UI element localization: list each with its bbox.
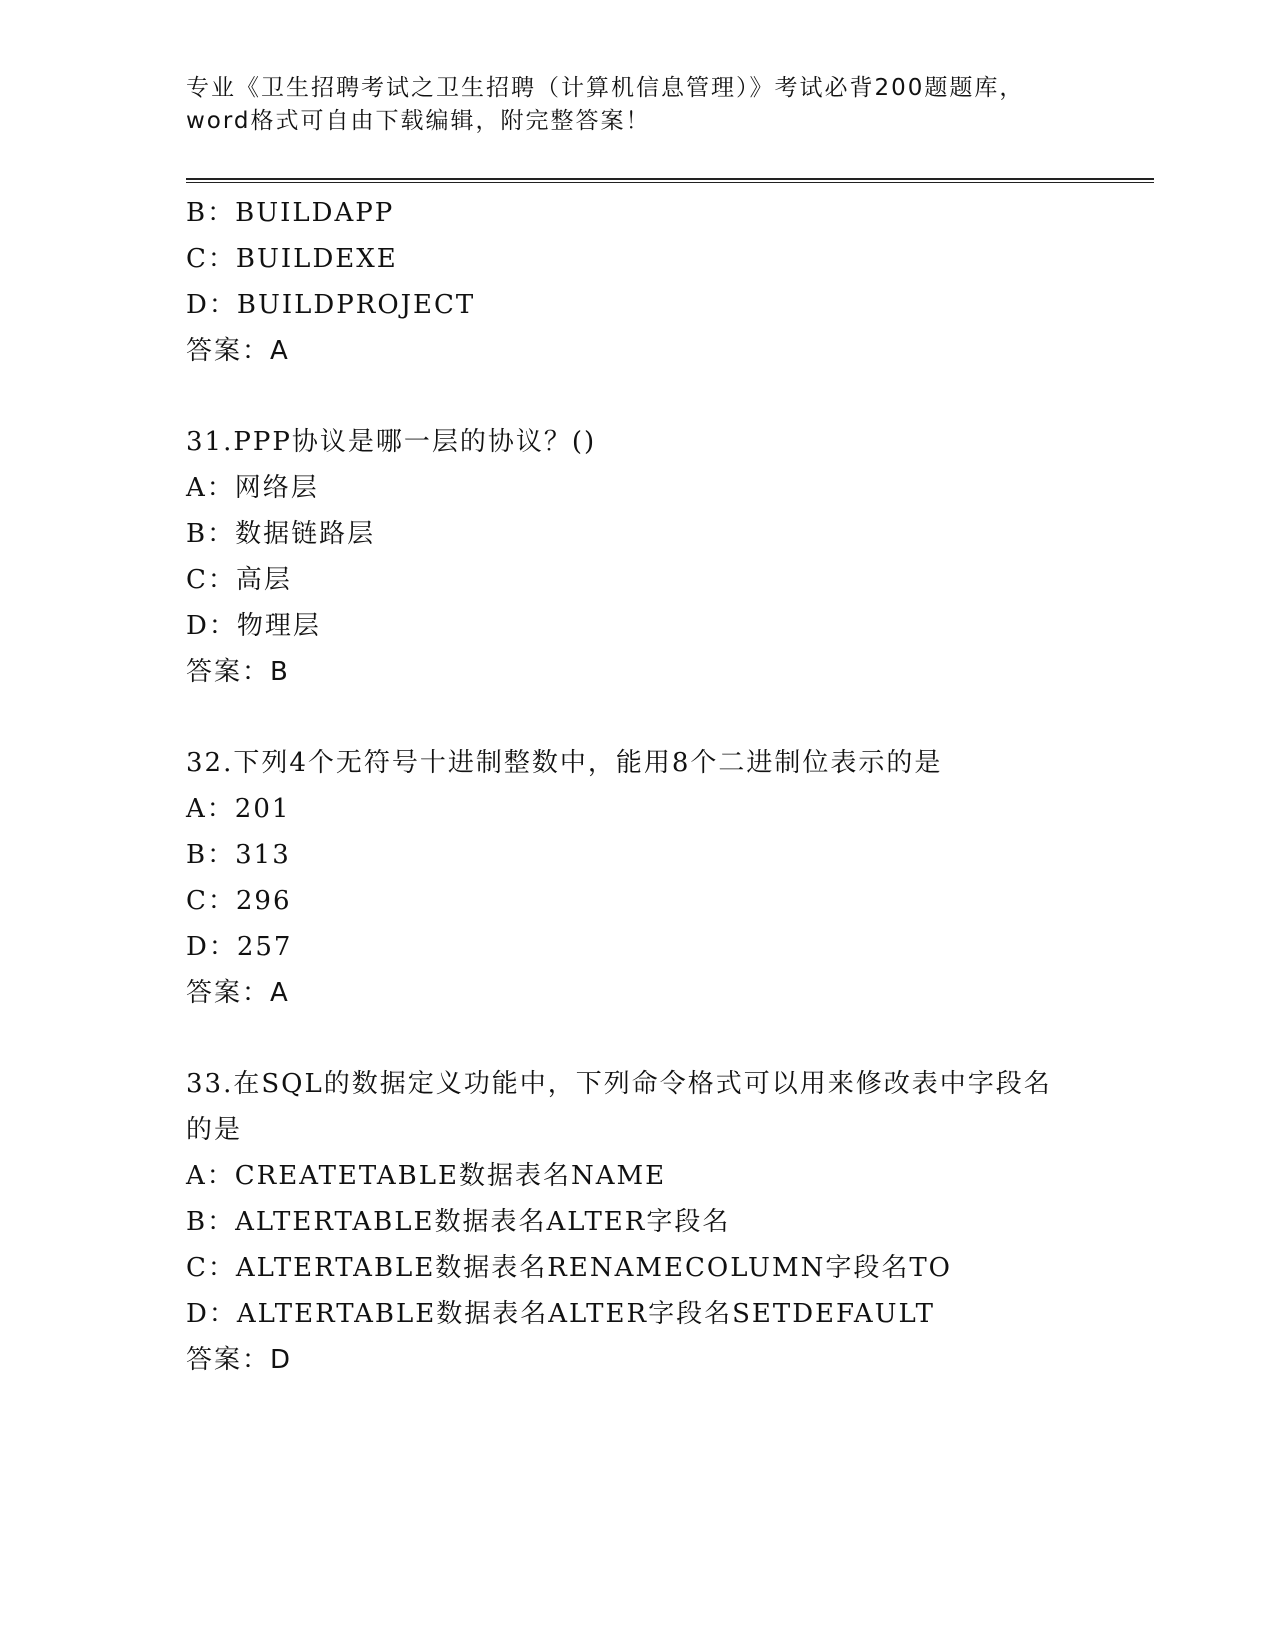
answer-line: 答案：A	[186, 978, 290, 1008]
question-block-30	[186, 190, 1086, 374]
option-b: B：ALTERTABLE数据表名ALTER字段名	[186, 1207, 731, 1237]
answer-line: 答案：A	[186, 336, 290, 366]
option-d: D：物理层	[186, 611, 321, 641]
question-list	[186, 190, 1086, 1383]
header-divider	[186, 178, 1154, 183]
question-block-32	[186, 740, 1086, 1016]
option-a: A：201	[186, 794, 291, 824]
answer-line: 答案：D	[186, 1345, 293, 1375]
option-d: D：BUILDPROJECT	[186, 290, 476, 320]
spacer	[186, 1016, 1086, 1061]
option-c: C：BUILDEXE	[186, 244, 398, 274]
answer-line: 答案：B	[186, 657, 290, 687]
question-stem: 32.下列4个无符号十进制整数中，能用8个二进制位表示的是	[186, 748, 943, 778]
question-block-31	[186, 419, 1086, 695]
option-d: D：ALTERTABLE数据表名ALTER字段名SETDEFAULT	[186, 1299, 935, 1329]
question-stem: 33.在SQL的数据定义功能中，下列命令格式可以用来修改表中字段名的是	[186, 1069, 1052, 1145]
option-b: B：313	[186, 840, 291, 870]
option-d: D：257	[186, 932, 293, 962]
option-c: C：296	[186, 886, 292, 916]
option-b: B：数据链路层	[186, 519, 376, 549]
spacer	[186, 374, 1086, 419]
option-c: C：ALTERTABLE数据表名RENAMECOLUMN字段名TO	[186, 1253, 952, 1283]
question-block-33	[186, 1061, 1086, 1383]
question-stem: 31.PPP协议是哪一层的协议？()	[186, 427, 597, 457]
spacer	[186, 695, 1086, 740]
option-a: A：网络层	[186, 473, 319, 503]
document-header: 专业《卫生招聘考试之卫生招聘（计算机信息管理）》考试必背200题题库，word格式可自由下载编辑，附完整答案！	[186, 75, 1025, 134]
option-c: C：高层	[186, 565, 292, 595]
option-b: B：BUILDAPP	[186, 198, 395, 228]
option-a: A：CREATETABLE数据表名NAME	[186, 1161, 667, 1191]
